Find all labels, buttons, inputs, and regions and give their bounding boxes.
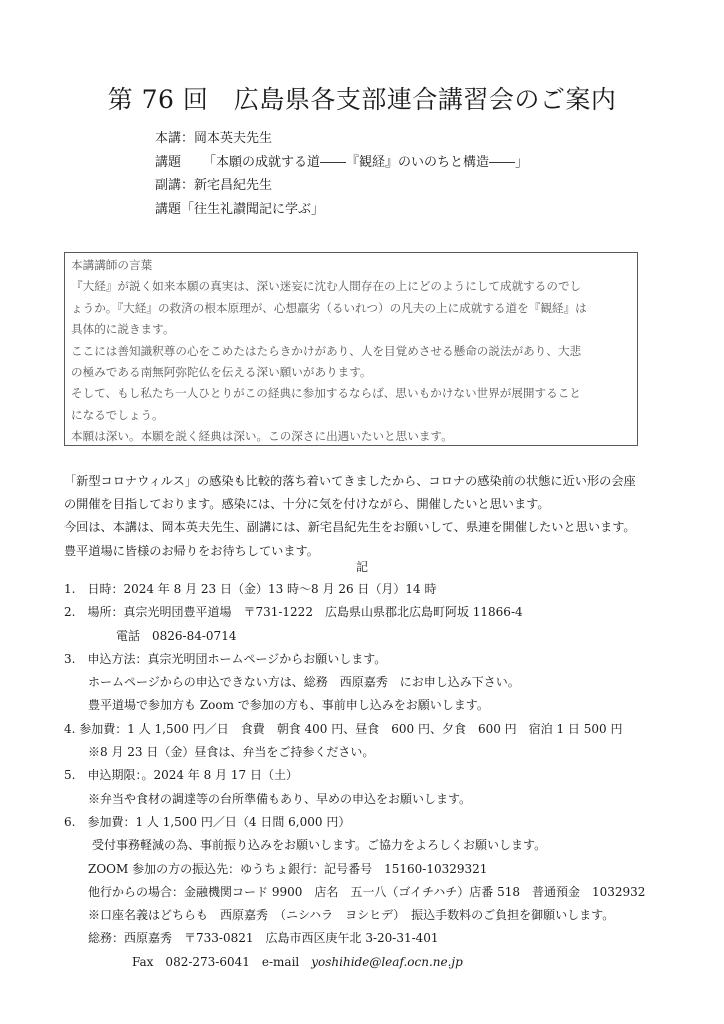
topic1-label: 講題	[155, 154, 182, 170]
main-lecturer-line	[155, 127, 528, 151]
phone-item: 電話 0826-84-0714	[116, 628, 237, 643]
sub-lecturer-label: 副講：	[155, 178, 195, 193]
sub-lecturer: 新宅昌紀先生	[194, 178, 273, 193]
box-line: の極みである南無阿弥陀仏を伝える深い願いがあります。	[71, 364, 372, 379]
date-item: 1. 日時：2024 年 8 月 23 日（金）13 時～8 月 26 日（月）14 時	[64, 582, 437, 596]
main-lecturer-label: 本講：	[155, 131, 195, 146]
intro-line: 今回は、本講は、岡本英夫先生、副講には、新宅昌紀先生をお願いして、県連を開催したいと思います。	[64, 520, 636, 535]
zoom-note: ※口座名義はどちらも 西原嘉秀 （ニシハラ ヨシヒデ） 振込手数料のご負担を御願いします。	[88, 908, 615, 923]
zoom-note: 受付事務軽減の為、事前振り込みをお願いします。ご協力をよろしくお願いします。	[92, 838, 547, 853]
intro-line: 「新型コロナウィルス」の感染も比較的落ち着いてきましたから、コロナの感染前の状態に近い形の会座	[64, 474, 636, 488]
intro-line: 豊平道場に皆様のお帰りをお待ちしています。	[64, 543, 319, 558]
topic1: 「本願の成就する道――『観経』のいのちと構造――」	[203, 154, 529, 170]
topic1-line	[155, 151, 528, 175]
details-list	[64, 578, 645, 974]
topic2-line	[155, 198, 528, 222]
lecture-info	[155, 127, 528, 221]
zoom-note: 他行からの場合：金融機関コード 9900 店名 五一八（ゴイチハチ）店番 518 普通預金 1032932	[88, 884, 646, 899]
box-line: ょうか。『大経』の救済の根本原理が、心想羸劣（るいれつ）の凡夫の上に成就する道を『観経』は	[71, 300, 587, 315]
email-link[interactable]: yoshihide@leaf.ocn.ne.jp	[311, 954, 463, 969]
zoom-fee-item: 6. 参加費：1 人 1,500 円／日（4 日間 6,000 円）	[64, 814, 351, 829]
apply-item: 3. 申込方法：真宗光明団ホームページからお願いします。	[64, 651, 387, 666]
box-line: ここには善知識釈尊の心をこめたはたらきかけがあり、人を目覚めさせる懸命の説法があり、大悲	[71, 343, 582, 358]
topic2: 「往生礼讃聞記に学ぶ」	[181, 201, 325, 217]
apply-note: ホームページからの申込できない方は、総務 西原嘉秀 にお申し込み下さい。	[88, 675, 520, 690]
contact-line	[64, 951, 645, 974]
box-line: 本願は深い。本願を説く経典は深い。この深さに出遇いたいと思います。	[71, 429, 453, 444]
box-line: 『大経』が説く如来本願の真実は、深い迷妄に沈む人間存在の上にどのようにして成就するのでし	[71, 279, 582, 294]
intro-paragraph	[64, 470, 636, 563]
deadline-item: 5. 申込期限：。2024 年 8 月 17 日（土）	[64, 768, 298, 783]
box-line: になるでしょう。	[71, 407, 164, 422]
sub-lecturer-line	[155, 174, 528, 198]
box-line: 具体的に説きます。	[71, 322, 175, 337]
fax-label: Fax 082-273-6041 e-mail	[132, 954, 312, 969]
deadline-note: ※弁当や食材の調達等の台所準備もあり、早めの申込をお願いします。	[88, 791, 472, 806]
box-line: そして、もし私たち一人ひとりがこの経典に参加するならば、思いもかけない世界が展開すること	[71, 386, 581, 401]
lecturer-message-box	[64, 252, 638, 446]
ki-heading: 記	[355, 560, 368, 574]
office-line: 総務：西原嘉秀 〒733-0821 広島市西区庚午北 3-20-31-401	[88, 931, 439, 946]
page-title: 第 76 回 広島県各支部連合講習会のご案内	[107, 85, 617, 114]
main-lecturer: 岡本英夫先生	[194, 131, 273, 146]
fee-item: 4. 参加費：1 人 1,500 円／日 食費 朝食 400 円、昼食 600 円、夕食 600 円 宿泊 1 日 500 円	[64, 721, 623, 736]
fee-note: ※8 月 23 日（金）昼食は、弁当をご持参ください。	[88, 745, 375, 760]
intro-line: の開催を目指しております。感染には、十分に気を付けながら、開催したいと思います。	[64, 497, 550, 512]
zoom-note: ZOOM 参加の方の振込先：ゆうちょ銀行：記号番号 15160-10329321	[88, 861, 488, 876]
place-item: 2. 場所：真宗光明団豊平道場 〒731-1222 広島県山県郡北広島町阿坂 11866-4	[64, 605, 523, 620]
box-heading: 本講講師の言葉	[71, 258, 153, 272]
apply-note: 豊平道場で参加方も Zoom で参加の方も、事前申し込みをお願いします。	[88, 698, 489, 713]
topic2-label: 講題	[155, 201, 182, 217]
